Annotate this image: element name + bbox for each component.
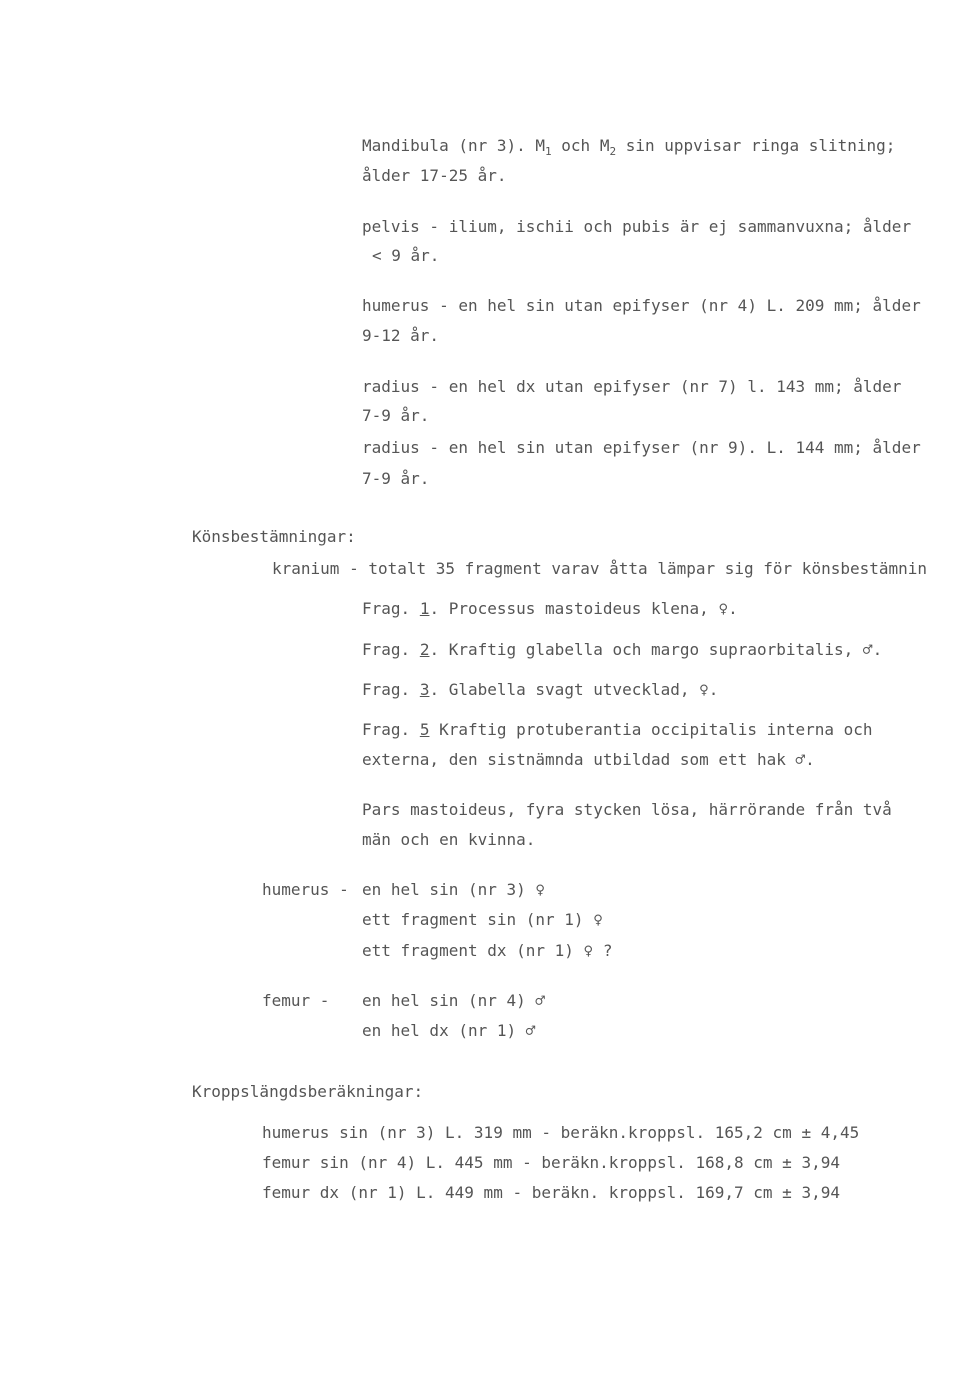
frag-number: 2 xyxy=(419,640,430,659)
frag-label: Frag. xyxy=(362,680,411,699)
radius-dx-line-2: 7-9 år. xyxy=(362,406,430,425)
frag-label: Frag. xyxy=(362,640,411,659)
sex-determination-heading: Könsbestämningar: xyxy=(192,527,356,546)
humerus-label: humerus - xyxy=(262,880,349,899)
pelvis-line-2: < 9 år. xyxy=(372,246,440,265)
frag-2-line xyxy=(362,640,882,660)
pelvis-line-1: pelvis - ilium, ischii och pubis är ej sammanvuxna; ålder xyxy=(362,217,912,236)
radius-sin-line-2: 7-9 år. xyxy=(362,469,430,488)
frag-number: 3 xyxy=(419,680,430,699)
frag-label: Frag. xyxy=(362,720,411,739)
humerus-epifyser-line-1: humerus - en hel sin utan epifyser (nr 4) L. 209 mm; ålder xyxy=(362,296,921,315)
stature-row-femur-dx: femur dx (nr 1) L. 449 mm - beräkn. kroppsl. 169,7 cm ± 3,94 xyxy=(262,1183,840,1202)
frag-text: . Glabella svagt utvecklad, ♀. xyxy=(429,680,719,699)
frag-text: . Processus mastoideus klena, ♀. xyxy=(429,599,738,618)
humerus-epifyser-line-2: 9-12 år. xyxy=(362,326,440,345)
frag-text: Kraftig protuberantia occipitalis interna och xyxy=(429,720,873,739)
radius-dx-line-1: radius - en hel dx utan epifyser (nr 7) l. 143 mm; ålder xyxy=(362,377,902,396)
femur-item-2: en hel dx (nr 1) ♂ xyxy=(362,1021,536,1040)
mandibula-text-post: sin uppvisar ringa slitning; xyxy=(616,136,896,155)
frag-5-line-2: externa, den sistnämnda utbildad som ett hak ♂. xyxy=(362,750,815,769)
frag-1-line xyxy=(362,599,738,619)
humerus-item-1: en hel sin (nr 3) ♀ xyxy=(362,880,546,899)
stature-row-humerus-sin: humerus sin (nr 3) L. 319 mm - beräkn.kroppsl. 165,2 cm ± 4,45 xyxy=(262,1123,860,1142)
stature-row-femur-sin: femur sin (nr 4) L. 445 mm - beräkn.kroppsl. 168,8 cm ± 3,94 xyxy=(262,1153,840,1172)
frag-3-line xyxy=(362,680,718,700)
kranium-line: kranium - totalt 35 fragment varav åtta lämpar sig för könsbestämnin xyxy=(272,559,928,578)
molar-2-subscript: 2 xyxy=(609,145,617,158)
mandibula-text-pre: Mandibula (nr 3). M xyxy=(362,136,546,155)
pars-mastoideus-line-1: Pars mastoideus, fyra stycken lösa, härrörande från två xyxy=(362,800,892,819)
femur-item-1: en hel sin (nr 4) ♂ xyxy=(362,991,546,1010)
radius-sin-line-1: radius - en hel sin utan epifyser (nr 9). L. 144 mm; ålder xyxy=(362,438,921,457)
mandibula-line-2: ålder 17-25 år. xyxy=(362,166,507,185)
frag-5-line xyxy=(362,720,873,740)
humerus-item-3: ett fragment dx (nr 1) ♀ ? xyxy=(362,941,613,960)
frag-number: 1 xyxy=(419,599,430,618)
frag-text: . Kraftig glabella och margo supraorbitalis, ♂. xyxy=(429,640,883,659)
frag-label: Frag. xyxy=(362,599,411,618)
frag-number: 5 xyxy=(419,720,430,739)
pars-mastoideus-line-2: män och en kvinna. xyxy=(362,830,536,849)
molar-1-subscript: 1 xyxy=(545,145,552,158)
humerus-item-2: ett fragment sin (nr 1) ♀ xyxy=(362,910,603,929)
stature-heading: Kroppslängdsberäkningar: xyxy=(192,1082,424,1101)
femur-label: femur - xyxy=(262,991,330,1010)
mandibula-line-1 xyxy=(362,136,895,158)
mandibula-text-mid: och M xyxy=(551,136,610,155)
